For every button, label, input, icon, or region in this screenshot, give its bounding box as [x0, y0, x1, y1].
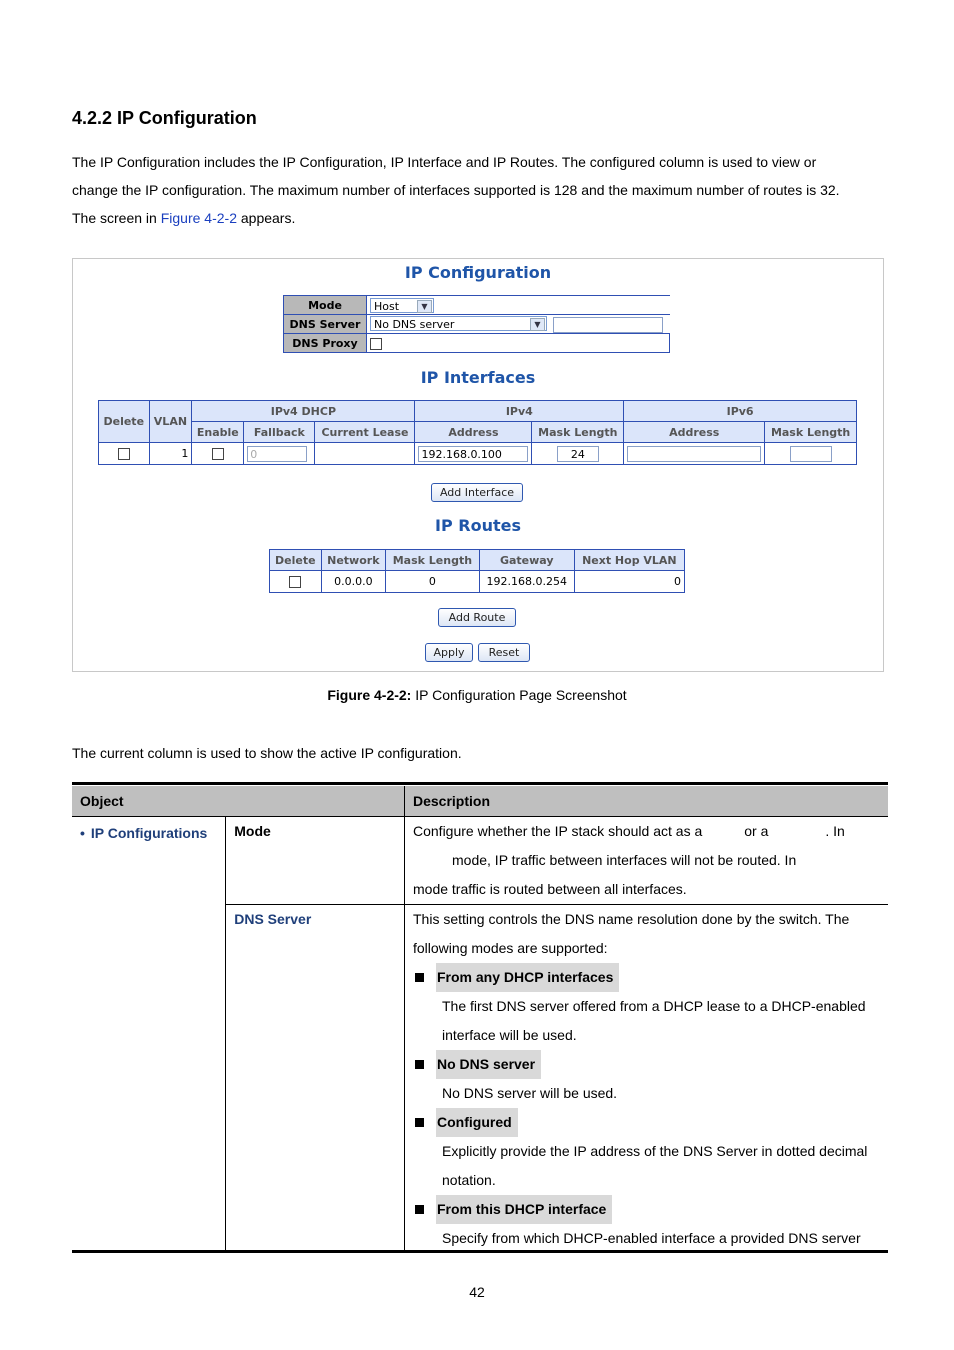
- dns-proxy-label: DNS Proxy: [284, 334, 367, 353]
- square-bullet-icon: [415, 973, 424, 982]
- delete-checkbox[interactable]: [118, 448, 130, 460]
- ip-routes-table: [269, 549, 685, 593]
- col-route-mask: Mask Length: [386, 550, 480, 571]
- route-delete-checkbox[interactable]: [289, 576, 301, 588]
- current-lease-value: [315, 443, 415, 465]
- ip-routes-title: IP Routes: [435, 516, 521, 535]
- col-ipv6-mask: Mask Length: [765, 422, 857, 443]
- chevron-down-icon: ▼: [530, 318, 545, 331]
- current-note: The current column is used to show the active IP configuration.: [72, 745, 462, 761]
- group-ip-configurations: • IP Configurations: [80, 825, 208, 841]
- col-route-network: Network: [321, 550, 385, 571]
- add-route-button[interactable]: Add Route: [438, 608, 516, 627]
- col-route-gateway: Gateway: [479, 550, 574, 571]
- col-ipv6-address: Address: [624, 422, 765, 443]
- col-vlan: VLAN: [149, 401, 192, 443]
- dns-server-label: DNS Server: [284, 315, 367, 334]
- col-route-next-hop: Next Hop VLAN: [574, 550, 684, 571]
- col-ipv4-address: Address: [415, 422, 532, 443]
- dns-option: No DNS server: [413, 1050, 880, 1079]
- square-bullet-icon: [415, 1205, 424, 1214]
- ip-config-screenshot: [72, 258, 884, 672]
- mode-label: Mode: [284, 296, 367, 315]
- apply-button[interactable]: Apply: [425, 643, 473, 662]
- mode-description: Configure whether the IP stack should act as a or a . In mode, IP traffic between interfaces will not be routed. In mode traffic is routed between all interfaces.: [405, 817, 889, 905]
- col-ipv6: IPv6: [624, 401, 857, 422]
- page-number: 42: [469, 1284, 485, 1300]
- bullet-icon: •: [80, 825, 85, 841]
- col-route-delete: Delete: [270, 550, 322, 571]
- dns-server-select[interactable]: No DNS server ▼: [370, 316, 547, 331]
- intro-line: The IP Configuration includes the IP Configuration, IP Interface and IP Routes. The configured column is used to view or: [72, 154, 817, 170]
- square-bullet-icon: [415, 1118, 424, 1127]
- dns-server-input[interactable]: [553, 317, 663, 333]
- col-object: Object: [72, 786, 405, 817]
- col-ipv4: IPv4: [415, 401, 624, 422]
- intro-line: change the IP configuration. The maximum number of interfaces supported is 128 and the maximum number of routes is 32.: [72, 182, 840, 198]
- ipv6-mask-input[interactable]: [790, 446, 832, 462]
- ip-interfaces-title: IP Interfaces: [420, 368, 536, 387]
- table-row: [270, 571, 685, 593]
- route-gateway: 192.168.0.254: [479, 571, 574, 593]
- intro-line: The screen in Figure 4-2-2 appears.: [72, 210, 296, 226]
- col-ipv4-dhcp: IPv4 DHCP: [192, 401, 415, 422]
- ip-interfaces-table: [98, 400, 857, 465]
- col-delete: Delete: [99, 401, 150, 443]
- col-fallback: Fallback: [244, 422, 315, 443]
- figure-caption: Figure 4-2-2: IP Configuration Page Screenshot: [327, 687, 627, 703]
- dns-option: Configured: [413, 1108, 880, 1137]
- table-bottom-rule: [72, 1250, 888, 1253]
- chevron-down-icon: ▼: [417, 300, 432, 313]
- object-mode: Mode: [226, 817, 405, 905]
- mode-select[interactable]: Host ▼: [370, 298, 434, 313]
- col-description: Description: [405, 786, 889, 817]
- intro-paragraph: [72, 148, 892, 232]
- col-ipv4-mask: Mask Length: [532, 422, 624, 443]
- col-enable: Enable: [192, 422, 244, 443]
- ipv4-address-input[interactable]: 192.168.0.100: [418, 446, 528, 462]
- reset-button[interactable]: Reset: [478, 643, 530, 662]
- ipv6-address-input[interactable]: [627, 446, 761, 462]
- ip-configuration-title: IP Configuration: [404, 263, 552, 282]
- vlan-value: 1: [149, 443, 192, 465]
- add-interface-button[interactable]: Add Interface: [431, 483, 523, 502]
- table-row: [99, 443, 857, 465]
- dns-option: From any DHCP interfaces: [413, 963, 880, 992]
- route-next-hop-vlan: 0: [574, 571, 684, 593]
- dns-description: This setting controls the DNS name resolution done by the switch. The following modes are supported: From any DHCP interfaces The first DNS server offered from a DHCP lease to a DHCP-enabled interface will be used. No DNS server No DNS server will be used. Configured Explicitly provide the IP address of the DNS Server in dotted decimal notation. From this DHCP interface Specify from which DHCP-enabled interface a provided DNS server: [405, 905, 889, 1254]
- dns-option: From this DHCP interface: [413, 1195, 880, 1224]
- route-mask: 0: [386, 571, 480, 593]
- object-dns-server: DNS Server: [226, 905, 405, 1254]
- table-top-rule: [72, 782, 888, 785]
- config-table: [283, 295, 670, 353]
- section-heading: 4.2.2 IP Configuration: [72, 108, 257, 128]
- figure-link[interactable]: Figure 4-2-2: [160, 210, 237, 226]
- col-current-lease: Current Lease: [315, 422, 415, 443]
- fallback-input[interactable]: 0: [247, 446, 307, 462]
- dns-proxy-checkbox[interactable]: [370, 338, 382, 350]
- ipv4-mask-input[interactable]: 24: [557, 446, 599, 462]
- dhcp-enable-checkbox[interactable]: [212, 448, 224, 460]
- square-bullet-icon: [415, 1060, 424, 1069]
- description-table: [72, 786, 888, 1253]
- route-network: 0.0.0.0: [321, 571, 385, 593]
